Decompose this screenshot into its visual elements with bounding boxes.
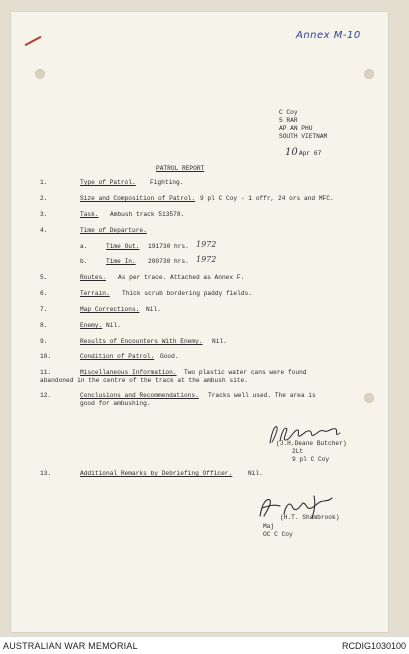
item-value: 200730 hrs. (148, 258, 189, 265)
signatory-rank: 2Lt (292, 448, 304, 455)
signatory-rank: Maj (263, 523, 275, 530)
item-value: Nil. (106, 322, 121, 329)
item-value: Nil. (212, 338, 227, 345)
item-number: 5. (40, 274, 48, 281)
punch-hole (364, 69, 374, 79)
item-number: 11. (40, 369, 52, 376)
item-value: 9 pl C Coy - 1 offr, 24 ors and MFC. (200, 195, 334, 202)
footer-bar (0, 636, 409, 654)
item-value: Nil. (146, 306, 161, 313)
punch-hole (364, 393, 374, 403)
item-number: 4. (40, 227, 48, 234)
header-line: C Coy (279, 109, 298, 116)
signatory-unit: OC C Coy (263, 531, 293, 538)
annex-annotation: Annex M-10 (296, 30, 361, 41)
item-value: Thick scrub bordering paddy fields. (122, 290, 252, 297)
item-label: Type of Patrol. (80, 179, 136, 186)
item-label: Map Corrections. (80, 306, 140, 313)
item-value: 191730 hrs. (148, 243, 189, 250)
item-number: 7. (40, 306, 48, 313)
header-line: SOUTH VIETNAM (279, 133, 328, 140)
item-label: Time of Departure. (80, 227, 147, 234)
footer-record-id: RCDIG1030100 (341, 641, 406, 651)
signatory-name: (J.H.Deane Butcher) (276, 440, 347, 447)
item-value: Good. (160, 353, 179, 360)
item-label: Enemy. (80, 322, 103, 329)
header-line: 5 RAR (279, 117, 298, 124)
item-label: Terrain. (80, 290, 110, 297)
handwritten-note: 1972 (196, 255, 217, 264)
item-number: 13. (40, 470, 52, 477)
item-value: As per trace. Attached as Annex F. (118, 274, 245, 281)
header-line: AP AN PHU (279, 125, 313, 132)
handwritten-note: 1972 (196, 240, 217, 249)
item-label: Miscellaneous Information. (80, 369, 177, 376)
item-number: b. (80, 258, 88, 265)
item-label: Results of Encounters With Enemy. (80, 338, 203, 345)
item-number: 2. (40, 195, 48, 202)
item-value: Ambush track 513578. (110, 211, 185, 218)
signatory-name: (H.T. Shambrook) (280, 514, 340, 521)
footer-source: AUSTRALIAN WAR MEMORIAL (3, 641, 138, 651)
date-typed: Apr 67 (299, 150, 322, 157)
item-number: 9. (40, 338, 48, 345)
item-label: Additional Remarks by Debriefing Officer. (80, 470, 233, 477)
item-number: 3. (40, 211, 48, 218)
item-label: Routes. (80, 274, 106, 281)
item-label: Time Out. (106, 243, 140, 250)
document-page (11, 12, 388, 632)
item-label: Condition of Patrol. (80, 353, 155, 360)
item-number: a. (80, 243, 88, 250)
item-continuation: abandoned in the centre of the track at the ambush site. (40, 377, 248, 384)
punch-hole (35, 69, 45, 79)
date-handwritten: 10 (285, 147, 298, 158)
item-value: Fighting. (150, 179, 184, 186)
item-number: 12. (40, 392, 52, 399)
item-value: Tracks well used. The area is (208, 392, 316, 399)
item-label: Time In. (106, 258, 136, 265)
signatory-unit: 9 pl C Coy (292, 456, 330, 463)
item-number: 6. (40, 290, 48, 297)
item-value: Two plastic water cans were found (184, 369, 307, 376)
item-label: Conclusions and Recommendations. (80, 392, 199, 399)
item-continuation: good for ambushing. (80, 400, 151, 407)
item-label: Task. (80, 211, 99, 218)
item-number: 1. (40, 179, 48, 186)
item-number: 10. (40, 353, 52, 360)
item-label: Size and Composition of Patrol. (80, 195, 196, 202)
report-title: PATROL REPORT (156, 165, 205, 172)
item-value: Nil. (248, 470, 263, 477)
item-number: 8. (40, 322, 48, 329)
